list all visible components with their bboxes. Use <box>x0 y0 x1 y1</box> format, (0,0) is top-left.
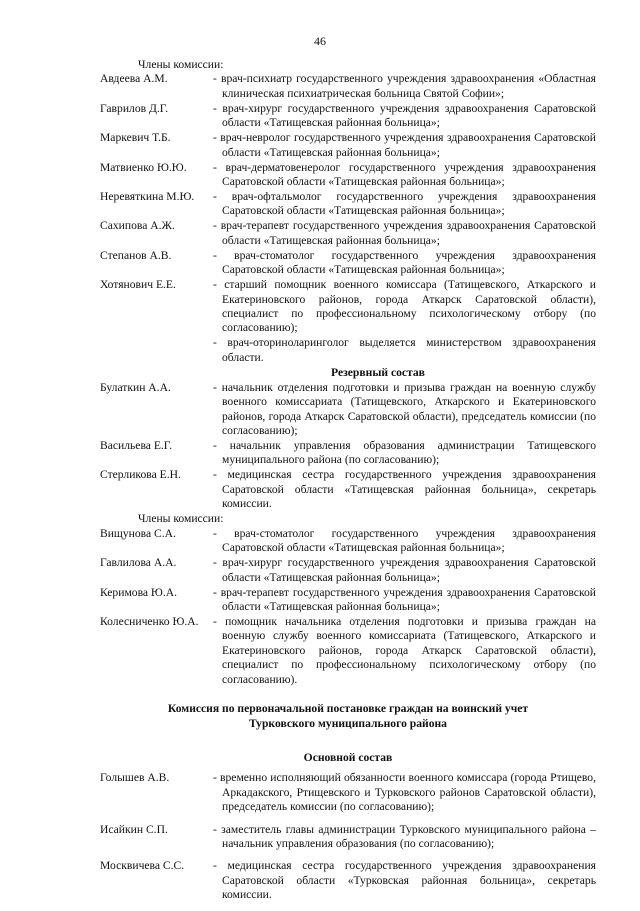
member-position: - врач-хирург государственного учреждения здравоохранения Саратовской области «Татищевская районная больница»; <box>213 556 596 584</box>
members-list <box>100 72 596 365</box>
member-position: - заместитель главы администрации Турковского муниципального района – начальник управления образования (по согласованию); <box>213 822 596 850</box>
member-name: Колесниченко Ю.А. <box>100 614 199 628</box>
member-position: - врач-дерматовенеролог государственного учреждения здравоохранения Саратовской области «Татищевская районная больница»; <box>213 160 596 189</box>
member-position: - медицинская сестра государственного учреждения здравоохранения Саратовской области «Татищевская районная больница», секретарь комиссии. <box>213 468 596 511</box>
member-entry <box>100 771 596 814</box>
member-entry <box>100 102 596 131</box>
member-position: - помощник начальника отделения подготовки и призыва граждан на военную службу военного комиссариата (Татищевского, Аткарского и Екатериновского районов, города Аткарск Саратовской области), специалист по профессиональному психологическому отбору (по согласованию). <box>213 614 596 686</box>
member-entry <box>100 556 596 585</box>
member-position: - врач-стоматолог государственного учреждения здравоохранения Саратовской области «Татищевская районная больница»; <box>213 526 596 555</box>
member-entry <box>100 249 596 278</box>
reserve-leaders-list <box>100 381 596 512</box>
member-position: - старший помощник военного комиссара (Татищевского, Аткарского и Екатериновского районов, города Аткарск Саратовской области), специалист по профессиональному психологическому отбору (по согласованию); <box>213 278 596 335</box>
reserve-members-list <box>100 527 596 687</box>
page-number: 46 <box>314 34 326 48</box>
member-name: Васильева Е.Г. <box>100 439 173 453</box>
reserve-members-label: Члены комиссии: <box>138 512 224 526</box>
member-name: Керимова Ю.А. <box>100 585 178 599</box>
main-composition-list <box>100 771 596 902</box>
member-name: Гавлилова А.А. <box>100 556 177 570</box>
member-entry <box>100 586 596 615</box>
member-position: - врач-невролог государственного учреждения здравоохранения Саратовской области «Татищевская районная больница»; <box>213 131 596 159</box>
commission-title-line1: Комиссия по первоначальной постановке граждан на воинский учет <box>167 701 529 715</box>
member-entry <box>100 615 596 687</box>
member-name: Москвичева С.С. <box>100 859 185 873</box>
member-name: Исайкин С.П. <box>100 822 168 836</box>
member-entry <box>100 336 596 365</box>
member-position: - врач-психиатр государственного учреждения здравоохранения «Областная клиническая психиатрическая больница Святой Софии»; <box>213 72 596 100</box>
member-entry <box>100 527 596 556</box>
member-name: Вищунова С.А. <box>100 526 176 540</box>
member-entry <box>100 823 596 852</box>
member-position: - врач-терапевт государственного учреждения здравоохранения Саратовской области «Татищевская районная больница»; <box>213 219 596 247</box>
member-entry <box>100 859 596 902</box>
member-entry <box>100 381 596 439</box>
member-position: - начальник отделения подготовки и призыва граждан на военную службу военного комиссариата (Татищевского, Аткарского и Екатериновского районов, города Аткарск Саратовской области), председатель комиссии (по согласованию); <box>213 380 596 438</box>
member-position: - медицинская сестра государственного учреждения здравоохранения Саратовской области «Турковская районная больница», секретарь комиссии. <box>213 859 596 902</box>
commission-title <box>100 701 596 731</box>
member-name: Неревяткина М.Ю. <box>100 190 195 204</box>
member-entry <box>100 131 596 160</box>
member-name: Маркевич Т.Б. <box>100 131 171 145</box>
member-position: - врач-стоматолог государственного учреждения здравоохранения Саратовской области «Татищевская районная больница»; <box>213 248 596 277</box>
members-label: Члены комиссии: <box>138 58 224 71</box>
member-entry <box>100 72 596 101</box>
member-name: Сахипова А.Ж. <box>100 219 175 233</box>
member-entry <box>100 161 596 190</box>
member-position: - врач-терапевт государственного учреждения здравоохранения Саратовской области «Татищевская районная больница»; <box>213 585 596 613</box>
member-position: - врач-хирург государственного учреждения здравоохранения Саратовской области «Татищевская районная больница»; <box>213 101 596 130</box>
member-entry <box>100 190 596 219</box>
member-position: - врач-офтальмолог государственного учреждения здравоохранения Саратовской области «Татищевская районная больница»; <box>213 190 596 218</box>
member-entry <box>100 468 596 511</box>
member-name: Степанов А.В. <box>100 248 172 262</box>
member-name: Стерликова Е.Н. <box>100 468 181 482</box>
member-name: Матвиенко Ю.Ю. <box>100 160 187 174</box>
main-composition-heading: Основной состав <box>303 750 393 764</box>
member-position: - врач-оториноларинголог выделяется министерством здравоохранения области. <box>213 336 596 364</box>
member-position: - временно исполняющий обязанности военного комиссара (города Ртищево, Аркадакского, Ртищевского и Турковского районов Саратовской области), председатель комиссии (по согласованию); <box>213 771 596 814</box>
member-name: Булаткин А.А. <box>100 380 171 394</box>
commission-title-line2: Турковского муниципального района <box>249 716 447 730</box>
member-name: Гаврилов Д.Г. <box>100 101 169 115</box>
member-name: Авдеева А.М. <box>100 72 168 86</box>
member-entry <box>100 278 596 336</box>
member-entry <box>100 219 596 248</box>
reserve-heading: Резервный состав <box>331 365 425 379</box>
member-name: Хотянович Е.Е. <box>100 278 176 292</box>
member-entry <box>100 439 596 468</box>
member-position: - начальник управления образования администрации Татищевского муниципального района (по согласованию); <box>213 439 596 467</box>
member-name: Голышев А.В. <box>100 771 170 785</box>
document-body <box>100 58 596 911</box>
member-name <box>100 336 213 365</box>
